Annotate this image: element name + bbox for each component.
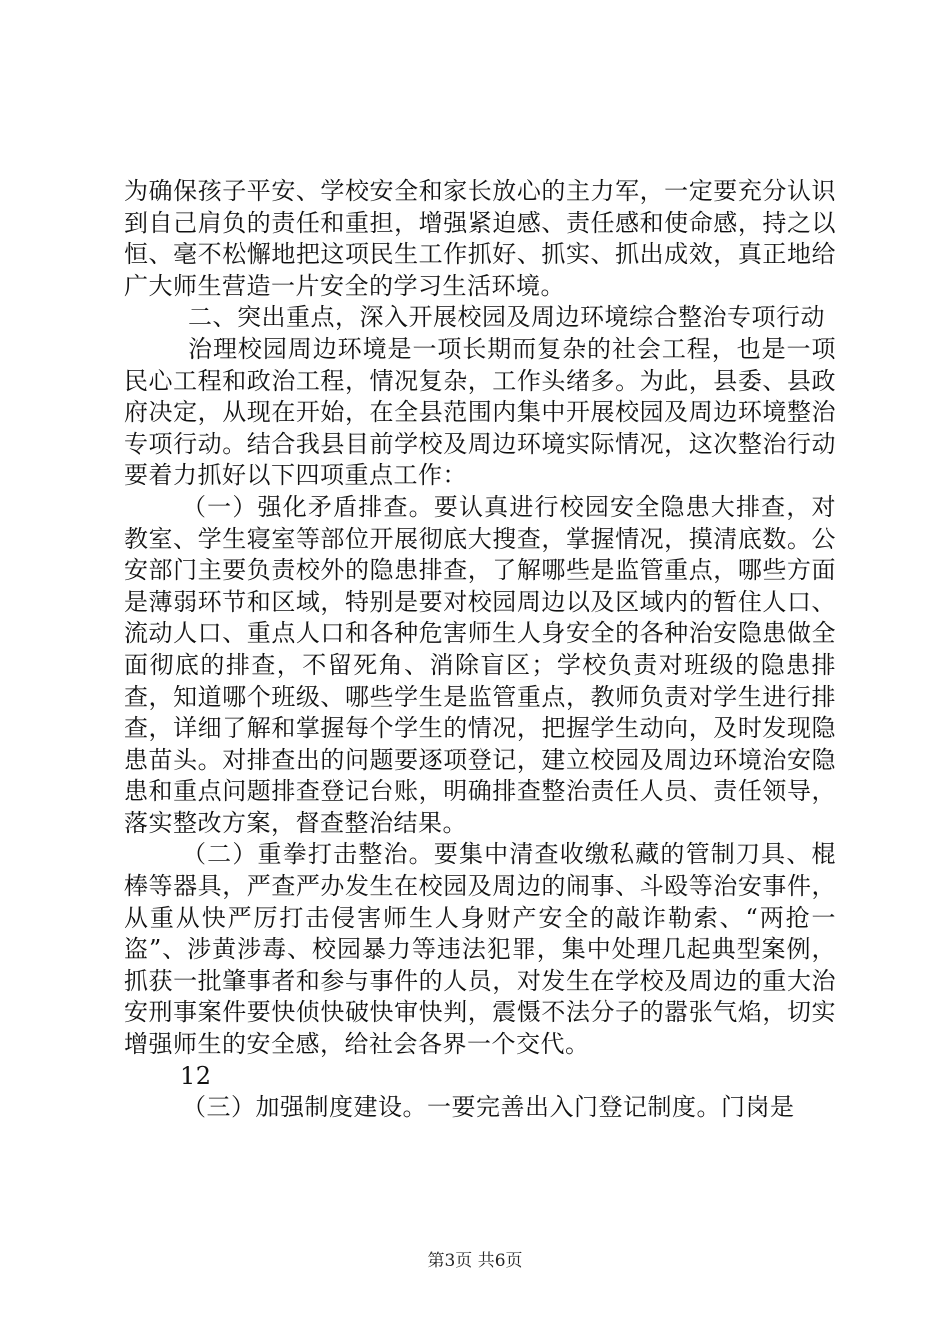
inline-number: 12 [180,1061,212,1090]
section-heading: 二、突出重点，深入开展校园及周边环境综合整治专项行动 [188,303,825,332]
document-body [124,176,836,1124]
paragraph-item-2: （二）重拳打击整治。要集中清查收缴私藏的管制刀具、棍棒等器具，严查严办发生在校园及周边的闹事、斗殴等治安事件，从重从快严厉打击侵害师生人身财产安全的敲诈勒索、“两抢一盗”、涉黄涉毒、校园暴力等违法犯罪，集中处理几起典型案例，抓获一批肇事者和参与事件的人员，对发生在学校及周边的重大治安刑事案件要快侦快破快审快判，震慑不法分子的嚣张气焰，切实增强师生的安全感，给社会各界一个交代。 [124,840,836,1059]
paragraph-item-1: （一）强化矛盾排查。要认真进行校园安全隐患大排查，对教室、学生寝室等部位开展彻底大搜查，掌握情况，摸清底数。公安部门主要负责校外的隐患排查，了解哪些是监管重点，哪些方面是薄弱环节和区域，特别是要对校园周边以及区域内的暂住人口、流动人口、重点人口和各种危害师生人身安全的各种治安隐患做全面彻底的排查，不留死角、消除盲区；学校负责对班级的隐患排查，知道哪个班级、哪些学生是监管重点，教师负责对学生进行排查，详细了解和掌握每个学生的情况，把握学生动向，及时发现隐患苗头。对排查出的问题要逐项登记，建立校园及周边环境治安隐患和重点问题排查登记台账，明确排查整治责任人员、责任领导，落实整改方案，督查整治结果。 [124,492,836,837]
paragraph-item-3: （三）加强制度建设。一要完善出入门登记制度。门岗是 [182,1093,795,1122]
paragraph-continuation: 为确保孩子平安、学校安全和家长放心的主力军，一定要充分认识到自己肩负的责任和重担，增强紧迫感、责任感和使命感，持之以恒、毫不松懈地把这项民生工作抓好、抓实、抓出成效，真正地给广大师生营造一片安全的学习生活环境。 [124,177,836,300]
page-footer: 第3页 共6页 [427,1251,523,1271]
paragraph-intro: 治理校园周边环境是一项长期而复杂的社会工程，也是一项民心工程和政治工程，情况复杂，工作头绪多。为此，县委、县政府决定，从现在开始，在全县范围内集中开展校园及周边环境整治专项行动。结合我县目前学校及周边环境实际情况，这次整治行动要着力抓好以下四项重点工作： [124,334,836,490]
